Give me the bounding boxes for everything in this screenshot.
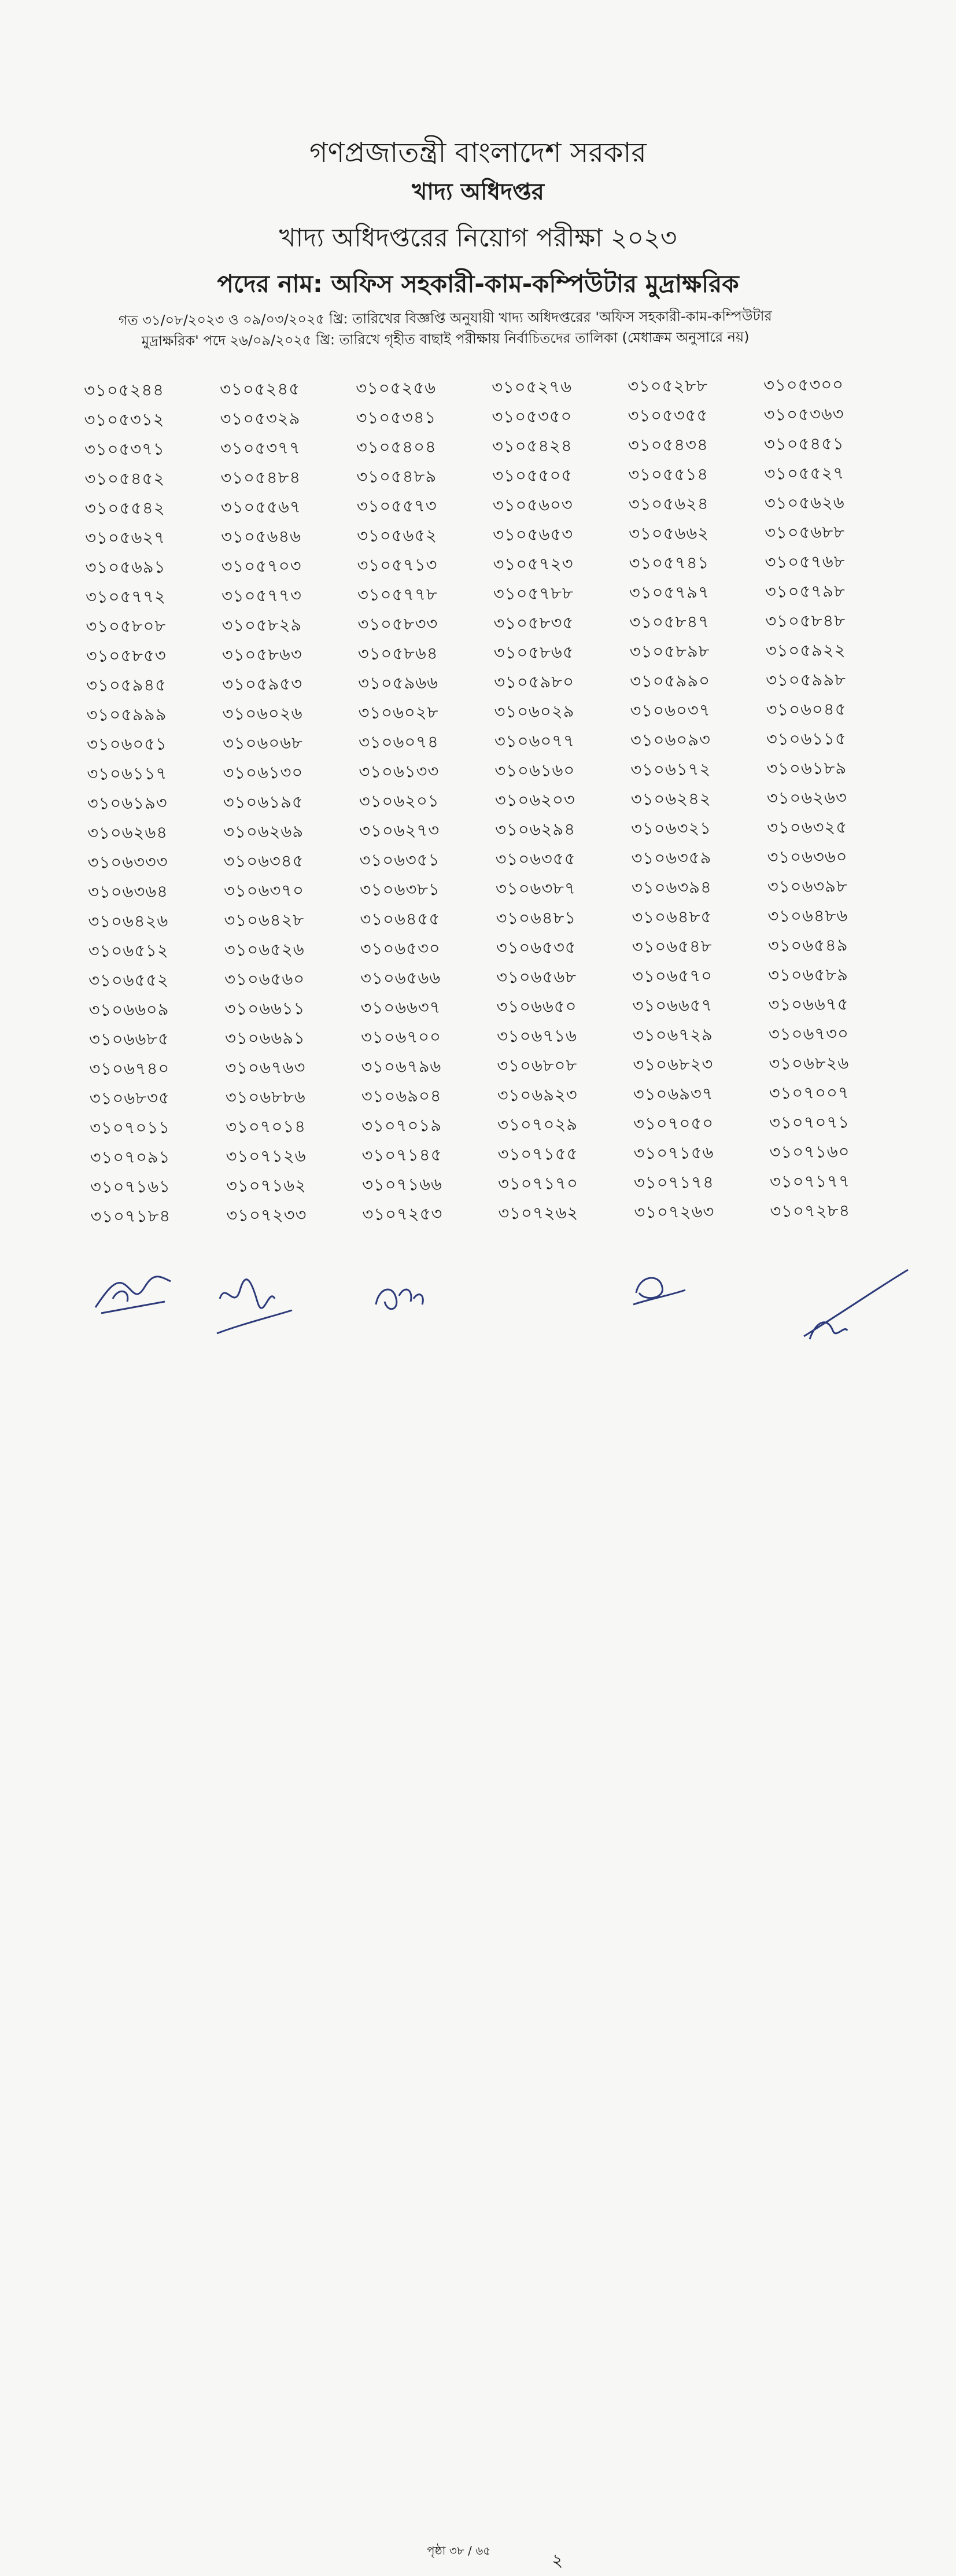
roll-number-cell: ৩১০৬৯২৩ — [497, 1085, 578, 1105]
roll-number-cell: ৩১০৫৪৫১ — [763, 433, 844, 454]
roll-number-cell: ৩১০৫৩৬৩ — [763, 404, 844, 425]
roll-number-cell: ৩১০৬৯৩৭ — [633, 1084, 714, 1104]
roll-number-cell: ৩১০৫২৭৬ — [492, 377, 573, 397]
roll-number-cell: ৩১০৫৭০৩ — [221, 555, 302, 576]
roll-number-cell: ৩১০৬০৬৮ — [222, 732, 304, 753]
roll-number-cell: ৩১০৫৩৭৭ — [220, 437, 301, 458]
roll-number-cell: ৩১০৫৪৮৯ — [356, 466, 437, 487]
roll-number-cell: ৩১০৫৫৪২ — [84, 497, 165, 518]
roll-number-cell: ৩১০৬২০৩ — [494, 790, 575, 810]
signature-4 — [628, 1267, 691, 1313]
roll-number-cell: ৩১০৫৮৪৭ — [629, 611, 710, 632]
roll-number-cell: ৩১০৬৫৩৫ — [496, 937, 577, 958]
roll-number-cell: ৩১০৫৫১৪ — [628, 464, 709, 485]
roll-number-cell: ৩১০৫৭৯৮ — [765, 581, 846, 602]
page-number: পৃষ্ঠা ৩৮ / ৬৫ — [427, 2544, 491, 2557]
roll-number-cell: ৩১০৫২৫৬ — [356, 377, 437, 399]
roll-number-cell: ৩১০৬৭১৬ — [496, 1026, 578, 1046]
roll-number-cell: ৩১০৬৩৫১ — [359, 849, 440, 871]
roll-number-cell: ৩১০৭০১১ — [90, 1117, 171, 1138]
roll-number-cell: ৩১০৬৩৭০ — [223, 880, 305, 901]
roll-number-cell: ৩১০৫৮২৯ — [222, 614, 302, 635]
roll-number-cell: ৩১০৬৯০৪ — [361, 1085, 442, 1107]
roll-number-table — [67, 370, 889, 1232]
roll-number-cell: ৩১০৬৭২৯ — [632, 1024, 714, 1045]
roll-number-cell: ৩১০৬৬০৯ — [88, 999, 169, 1020]
roll-number-cell: ৩১০৬৫৬৮ — [496, 967, 577, 987]
roll-number-cell: ৩১০৬০৯৩ — [630, 729, 711, 750]
roll-number-cell: ৩১০৬৩৬৪ — [87, 881, 169, 902]
roll-number-cell: ৩১০৬৮২৩ — [633, 1054, 714, 1075]
roll-number-cell: ৩১০৬৫৬৬ — [360, 967, 441, 989]
roll-number-cell: ৩১০৬৭৬৩ — [225, 1057, 306, 1078]
roll-number-cell: ৩১০৬২৬৯ — [223, 821, 304, 842]
roll-number-cell: ৩১০৬৪৮৬ — [767, 905, 848, 926]
roll-number-cell: ৩১০৬৬৩৭ — [360, 997, 441, 1018]
roll-number-cell: ৩১০৭১৭০ — [497, 1173, 579, 1194]
roll-number-cell: ৩১০৬৭৩০ — [768, 1023, 850, 1044]
roll-number-cell: ৩১০৫৭৭৩ — [221, 585, 302, 606]
roll-number-cell: ৩১০৫৬২৪ — [628, 493, 709, 514]
roll-number-cell: ৩১০৬০৭৭ — [494, 731, 575, 751]
roll-number-cell: ৩১০৬৪২৬ — [88, 911, 169, 931]
roll-number-cell: ৩১০৫৭৬৮ — [765, 551, 846, 572]
roll-number-cell: ৩১০৭০৫০ — [633, 1113, 714, 1134]
roll-number-cell: ৩১০৬৬৫০ — [496, 996, 577, 1017]
roll-number-cell: ৩১০৬১৯৩ — [87, 793, 168, 813]
roll-number-cell: ৩১০৫৯৬৬ — [358, 672, 439, 694]
roll-number-cell: ৩১০৬০২৬ — [222, 703, 303, 724]
roll-number-cell: ৩১০৫৬৫২ — [357, 525, 438, 546]
signature-2 — [211, 1276, 298, 1339]
department-title: খাদ্য অধিদপ্তর — [412, 179, 544, 205]
roll-number-cell: ৩১০৬৫৮৯ — [768, 964, 849, 985]
roll-number-cell: ৩১০৫৮৬৪ — [357, 643, 438, 664]
roll-number-cell: ৩১০৫৮৪৮ — [765, 610, 846, 631]
roll-number-cell: ৩১০৫৫৬৭ — [220, 496, 301, 517]
roll-number-cell: ৩১০৬৫৪৯ — [767, 935, 848, 956]
roll-number-cell: ৩১০৬৭৪০ — [89, 1058, 170, 1079]
roll-number-cell: ৩১০৭০৯১ — [90, 1147, 171, 1167]
roll-number-cell: ৩১০৬৮২৬ — [769, 1053, 850, 1074]
roll-number-cell: ৩১০৬১৬০ — [494, 760, 575, 781]
roll-number-cell: ৩১০৬১৮৯ — [766, 758, 847, 779]
roll-number-cell: ৩১০৬৩৩৩ — [87, 852, 168, 872]
government-title: গণপ্রজাতন্ত্রী বাংলাদেশ সরকার — [309, 137, 647, 169]
roll-number-cell: ৩১০৬৬৫৭ — [632, 995, 713, 1016]
roll-number-cell: ৩১০৫৮৩৫ — [493, 613, 574, 633]
roll-number-cell: ৩১০৫৩০০ — [763, 374, 844, 395]
roll-number-cell: ৩১০৬২৬৩ — [766, 787, 847, 808]
roll-number-cell: ৩১০৫৩২৯ — [220, 408, 301, 429]
roll-number-cell: ৩১০৫৬৮৮ — [765, 522, 846, 543]
roll-number-cell: ৩১০৬৫৭০ — [632, 965, 713, 986]
roll-number-cell: ৩১০৬০২৮ — [358, 702, 439, 723]
exam-title: খাদ্য অধিদপ্তরের নিয়োগ পরীক্ষা ২০২৩ — [279, 223, 677, 253]
roll-number-cell: ৩১০৫৪৮৪ — [220, 467, 301, 488]
signature-footer — [0, 1267, 956, 2571]
roll-number-cell: ৩১০৭০১৯ — [361, 1115, 442, 1136]
roll-number-cell: ৩১০৬৪৫৫ — [360, 908, 441, 930]
roll-number-cell: ৩১০৫৭১৩ — [357, 554, 438, 576]
roll-number-cell: ৩১০৬৭০০ — [360, 1026, 442, 1048]
roll-number-cell: ৩১০৬০৫১ — [86, 734, 168, 754]
roll-number-cell: ৩১০৬৬৭৫ — [768, 994, 849, 1015]
roll-number-cell: ৩১০৫৭৮৮ — [493, 583, 574, 604]
roll-number-cell: ৩১০৬১৭২ — [630, 759, 711, 780]
roll-number-cell: ৩১০৫৯৮০ — [494, 672, 575, 692]
roll-number-cell: ৩১০৫৬৫৩ — [493, 524, 574, 545]
notice-line-2: মুদ্রাক্ষরিক' পদে ২৬/০৯/২০২৫ খ্রি: তারিখে গৃহীত বাছাই পরীক্ষায় নির্বাচিতদের তালিকা (মেধাক্রম অনুসারে নয়) — [141, 329, 750, 349]
handwritten-mark: ২ — [552, 2551, 563, 2571]
roll-number-cell: ৩১০৭১৬১ — [90, 1176, 171, 1197]
roll-number-cell: ৩১০৫৮৩৩ — [357, 613, 438, 635]
roll-number-cell: ৩১০৫২৪৪ — [84, 379, 165, 400]
roll-number-cell: ৩১০৭১৪৫ — [361, 1144, 442, 1166]
roll-number-cell: ৩১০৫৮০৮ — [86, 616, 167, 636]
roll-number-cell: ৩১০৬২৬৪ — [87, 822, 168, 843]
roll-number-cell: ৩১০৫৩৫০ — [492, 406, 573, 427]
roll-number-cell: ৩১০৭২৬২ — [498, 1203, 579, 1223]
roll-number-cell: ৩১০৫৫৭৩ — [356, 495, 437, 517]
roll-number-cell: ৩১০৫৭৪১ — [629, 552, 710, 573]
roll-number-cell: ৩১০৬৩৫৯ — [631, 847, 712, 868]
roll-number-cell: ৩১০৬১৩৩ — [359, 761, 440, 782]
roll-number-cell: ৩১০৫৮৬৩ — [222, 644, 302, 665]
roll-number-cell: ৩১০৬৮৩৫ — [89, 1088, 170, 1108]
roll-number-cell: ৩১০৫৩৭১ — [84, 438, 165, 459]
roll-number-cell: ৩১০৫৯৯৮ — [766, 669, 847, 690]
roll-number-cell: ৩১০৫৬৯১ — [85, 557, 166, 577]
roll-number-cell: ৩১০৬৪৮১ — [496, 908, 577, 928]
roll-number-cell: ৩১০৫৬২৭ — [85, 527, 166, 548]
roll-number-cell: ৩১০৬৩৮৭ — [495, 878, 577, 899]
roll-number-cell: ৩১০৬৩২৫ — [767, 817, 848, 838]
roll-number-cell: ৩১০৫৪০৪ — [356, 436, 437, 458]
roll-number-cell: ৩১০৫৪৩৪ — [628, 434, 708, 455]
roll-number-cell: ৩১০৬৩৯৪ — [631, 877, 712, 898]
roll-number-cell: ৩১০৫৩৫৫ — [628, 405, 708, 426]
roll-number-cell: ৩১০৫২৮৮ — [628, 375, 708, 396]
roll-number-cell: ৩১০৫৬০৩ — [492, 495, 573, 515]
roll-number-cell: ৩১০৬৪৮৫ — [632, 906, 713, 927]
notice-line-1: গত ৩১/০৮/২০২৩ ও ০৯/০৩/২০২৫ খ্রি: তারিখের বিজ্ঞপ্তি অনুযায়ী খাদ্য অধিদপ্তরের 'অফিস সহকারী-কাম-কম্পিউটার — [118, 308, 772, 329]
roll-number-cell: ৩১০৬৩৯৮ — [767, 876, 848, 897]
roll-number-cell: ৩১০৭১২৬ — [226, 1145, 307, 1166]
roll-number-cell: ৩১০৬৬৯১ — [224, 1027, 306, 1048]
roll-number-cell: ৩১০৫৪২৪ — [492, 436, 573, 456]
roll-number-cell: ৩১০৭২৫৩ — [362, 1203, 443, 1225]
roll-number-cell: ৩১০৭১৬০ — [769, 1141, 850, 1162]
roll-number-cell: ৩১০৬০৪৫ — [766, 699, 847, 720]
roll-number-cell: ৩১০৫৯২২ — [765, 640, 846, 661]
roll-number-cell: ৩১০৬০২৯ — [494, 701, 575, 722]
signature-1 — [90, 1267, 176, 1319]
roll-number-cell: ৩১০৬৩২১ — [631, 818, 712, 839]
roll-number-cell: ৩১০৬৫৫২ — [88, 970, 169, 990]
roll-number-cell: ৩১০৫৯৯০ — [630, 670, 711, 691]
roll-number-cell: ৩১০৫৮৫৩ — [86, 645, 167, 666]
roll-number-cell: ৩১০৬৫৩০ — [360, 938, 441, 959]
roll-number-cell: ৩১০৬২৪২ — [630, 788, 711, 809]
roll-number-cell: ৩১০৭১৮৪ — [90, 1206, 171, 1226]
roll-number-cell: ৩১০৬১১৫ — [766, 728, 847, 749]
roll-number-cell: ৩১০৬১১৭ — [87, 763, 168, 784]
roll-number-cell: ৩১০৫৪৫২ — [84, 468, 165, 489]
roll-number-cell: ৩১০৬৩৮১ — [359, 879, 441, 900]
roll-number-cell: ৩১০৬৩৫৫ — [495, 849, 576, 869]
roll-number-cell: ৩১০৫৫০৫ — [492, 465, 573, 486]
roll-number-cell: ৩১০৬৩৪৫ — [223, 850, 304, 871]
roll-number-cell: ৩১০৫৮৯৮ — [629, 641, 710, 662]
roll-number-cell: ৩১০৫৭৯৭ — [629, 582, 710, 603]
roll-number-cell: ৩১০৫৬৬২ — [629, 523, 710, 544]
post-name: পদের নাম: অফিস সহকারী-কাম-কম্পিউটার মুদ্রাক্ষরিক — [217, 270, 739, 298]
roll-number-cell: ৩১০৭০০৭ — [769, 1082, 850, 1103]
roll-number-cell: ৩১০৬২৭৩ — [359, 820, 440, 841]
roll-number-cell: ৩১০৫৭৭৮ — [357, 584, 438, 605]
roll-number-cell: ৩১০৫৭২৩ — [493, 554, 574, 574]
roll-number-cell: ৩১০৬৮৮৬ — [225, 1086, 306, 1107]
roll-number-cell: ৩১০৭২৮৪ — [770, 1200, 851, 1221]
roll-number-cell: ৩১০৫২৪৫ — [220, 378, 301, 399]
roll-number-cell: ৩১০৫৬৪৬ — [221, 526, 302, 547]
roll-number-cell: ৩১০৫৯৪৫ — [86, 675, 167, 695]
roll-number-cell: ৩১০৭১৫৬ — [633, 1143, 714, 1163]
roll-number-cell: ৩১০৭০১৪ — [226, 1116, 307, 1137]
roll-number-cell: ৩১০৭২৬৩ — [634, 1202, 715, 1222]
roll-number-cell: ৩১০৬২৯৪ — [495, 819, 576, 840]
roll-number-cell: ৩১০৬০৩৭ — [630, 700, 711, 721]
roll-number-cell: ৩১০৬২০১ — [359, 790, 440, 812]
roll-number-cell: ৩১০৭২৩৩ — [226, 1204, 307, 1225]
roll-number-cell: ৩১০৫৩৪১ — [356, 407, 437, 428]
roll-number-cell: ৩১০৬৫১২ — [88, 940, 169, 961]
roll-number-cell: ৩১০৫৬২৬ — [764, 492, 845, 513]
roll-number-cell: ৩১০৬৪২৮ — [224, 909, 305, 930]
roll-number-cell: ৩১০৬৬১১ — [224, 998, 305, 1019]
roll-number-cell: ৩১০৬৭৯৬ — [361, 1056, 442, 1077]
roll-number-cell: ৩১০৭০২৯ — [497, 1114, 578, 1135]
roll-number-cell: ৩১০৭০৭১ — [769, 1112, 850, 1133]
roll-number-cell: ৩১০৬৫২৬ — [224, 939, 305, 960]
roll-number-cell: ৩১০৭১৫৫ — [497, 1144, 578, 1164]
roll-number-cell: ৩১০৫৮৬৫ — [493, 642, 574, 663]
roll-number-cell: ৩১০৭১৭৪ — [633, 1172, 715, 1193]
roll-number-cell: ৩১০৬১৯৫ — [223, 791, 304, 812]
roll-number-cell: ৩১০৫৯৫৩ — [222, 673, 303, 694]
roll-number-cell: ৩১০৬৩৬০ — [767, 846, 848, 867]
roll-number-cell: ৩১০৫৩১২ — [84, 409, 165, 430]
roll-number-cell: ৩১০৫৭৭২ — [85, 586, 167, 607]
roll-number-cell: ৩১০৬৮০৮ — [497, 1055, 578, 1076]
roll-number-cell: ৩১০৬১৩০ — [223, 762, 304, 783]
roll-number-cell: ৩১০৭১৭৭ — [769, 1171, 851, 1192]
notice-text — [87, 305, 804, 352]
roll-number-cell: ৩১০৫৯৯৯ — [86, 704, 167, 725]
roll-number-cell: ৩১০৭১৬৬ — [361, 1174, 443, 1195]
roll-number-cell: ৩১০৭১৬২ — [226, 1175, 307, 1196]
signature-5 — [792, 1267, 914, 1348]
roll-number-cell: ৩১০৫৫২৭ — [764, 463, 845, 484]
roll-number-cell: ৩১০৬০৭৪ — [358, 731, 440, 753]
signature-3 — [370, 1273, 428, 1325]
roll-number-cell: ৩১০৬৫৪৮ — [632, 936, 713, 957]
roll-number-cell: ৩১০৬৫৬০ — [224, 968, 305, 989]
roll-number-cell: ৩১০৬৬৮৫ — [88, 1029, 170, 1049]
